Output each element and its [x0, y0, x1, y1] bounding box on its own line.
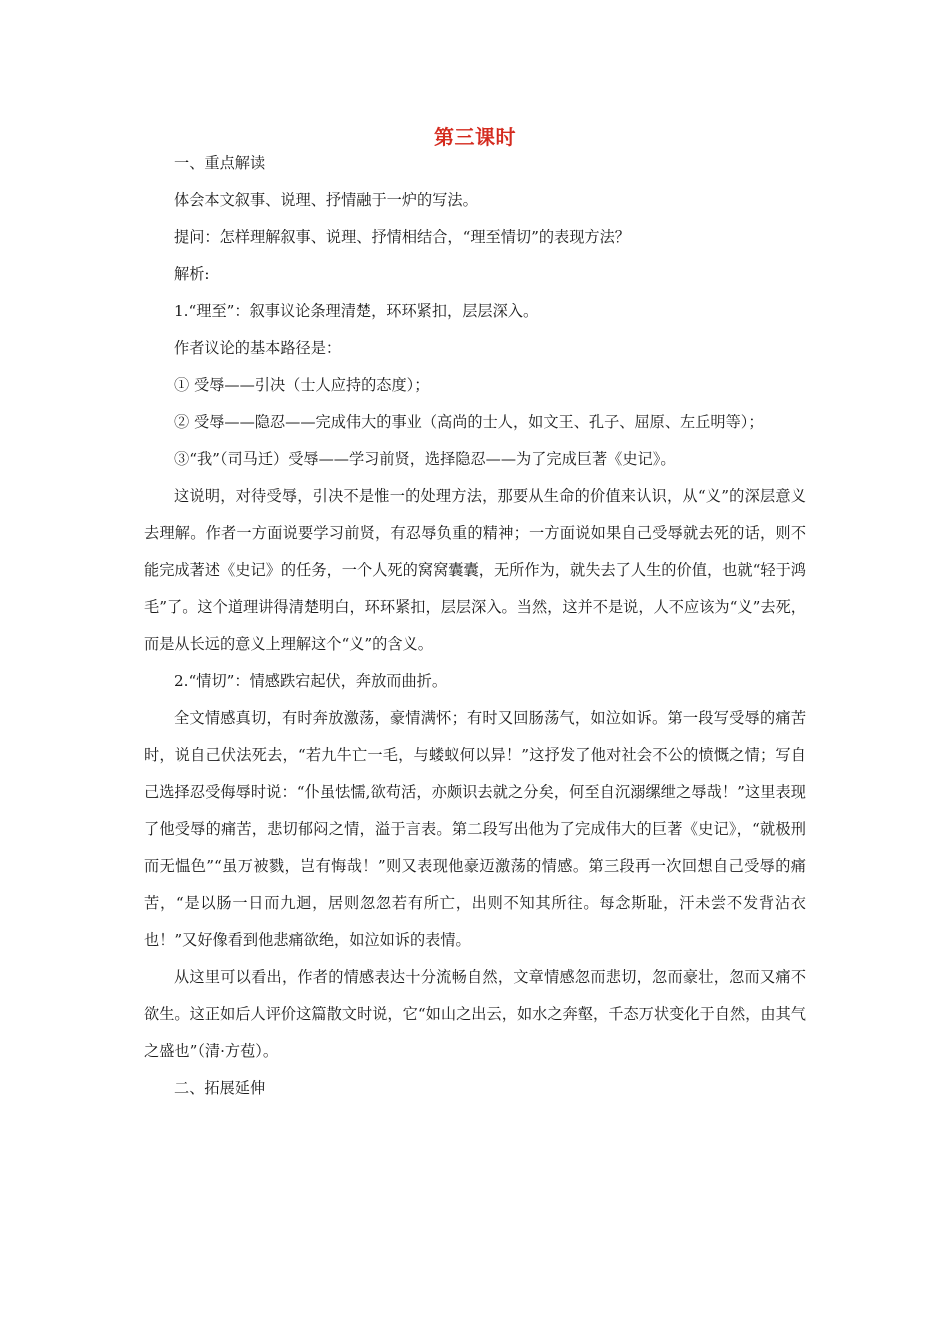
list-item-1: ① 受辱——引决（士人应持的态度）；: [174, 376, 430, 394]
page-title: 第三课时: [434, 125, 516, 149]
section-heading-key-points: 一、重点解读: [174, 154, 266, 172]
paragraph: 作者议论的基本路径是：: [174, 339, 342, 357]
list-item-3: ③“我”（司马迁）受辱——学习前贤，选择隐忍——为了完成巨著《史记》。: [174, 450, 676, 468]
paragraph: 全文情感真切，有时奔放激荡，豪情满怀；有时又回肠荡气，如泣如诉。第一段写受辱的痛苦时，说自己伏法死去，“若九牛亡一毛，与蝼蚁何以异！”这抒发了他对社会不公的愤慨之情；写自己选择忍受侮辱时说：“仆虽怯懦,欲苟活，亦颇识去就之分矣，何至自沉溺缧绁之辱哉！”这里表现了他受辱的痛苦，悲切郁闷之情，溢于言表。第二段写出他为了完成伟大的巨著《史记》，“就极刑而无愠色”“虽万被戮，岂有悔哉！”则又表现他豪迈激荡的情感。第三段再一次回想自己受辱的痛苦，“是以肠一日而九迴，居则忽忽若有所亡，出则不知其所往。每念斯耻，汗未尝不发背沾衣也！”又好像看到他悲痛欲绝，如泣如诉的表情。: [144, 709, 806, 949]
body-text: [144, 145, 806, 1107]
paragraph: 体会本文叙事、说理、抒情融于一炉的写法。: [174, 191, 478, 209]
paragraph-point-1: 1.“理至”：叙事议论条理清楚，环环紧扣，层层深入。: [174, 302, 539, 320]
list-item-2: ② 受辱——隐忍——完成伟大的事业（高尚的士人，如文王、孔子、屈原、左丘明等）；: [174, 413, 764, 431]
paragraph: 从这里可以看出，作者的情感表达十分流畅自然，文章情感忽而悲切，忽而豪壮，忽而又痛不欲生。这正如后人评价这篇散文时说，它“如山之出云，如水之奔壑，千态万状变化于自然，由其气之盛也”（清·方苞）。: [144, 968, 806, 1060]
paragraph-analysis-label: 解析:: [174, 265, 210, 283]
paragraph: 这说明，对待受辱，引决不是惟一的处理方法，那要从生命的价值来认识，从“义”的深层意义去理解。作者一方面说要学习前贤，有忍辱负重的精神；一方面说如果自己受辱就去死的话，则不能完成著述《史记》的任务，一个人死的窝窝囊囊，无所作为，就失去了人生的价值，也就“轻于鸿毛”了。这个道理讲得清楚明白，环环紧扣，层层深入。当然，这并不是说，人不应该为“义”去死，而是从长远的意义上理解这个“义”的含义。: [144, 487, 806, 653]
paragraph-question: 提问：怎样理解叙事、说理、抒情相结合，“理至情切”的表现方法？: [174, 228, 630, 246]
section-heading-extension: 二、拓展延伸: [174, 1079, 266, 1097]
paragraph-point-2: 2.“情切”：情感跌宕起伏，奔放而曲折。: [174, 672, 448, 690]
